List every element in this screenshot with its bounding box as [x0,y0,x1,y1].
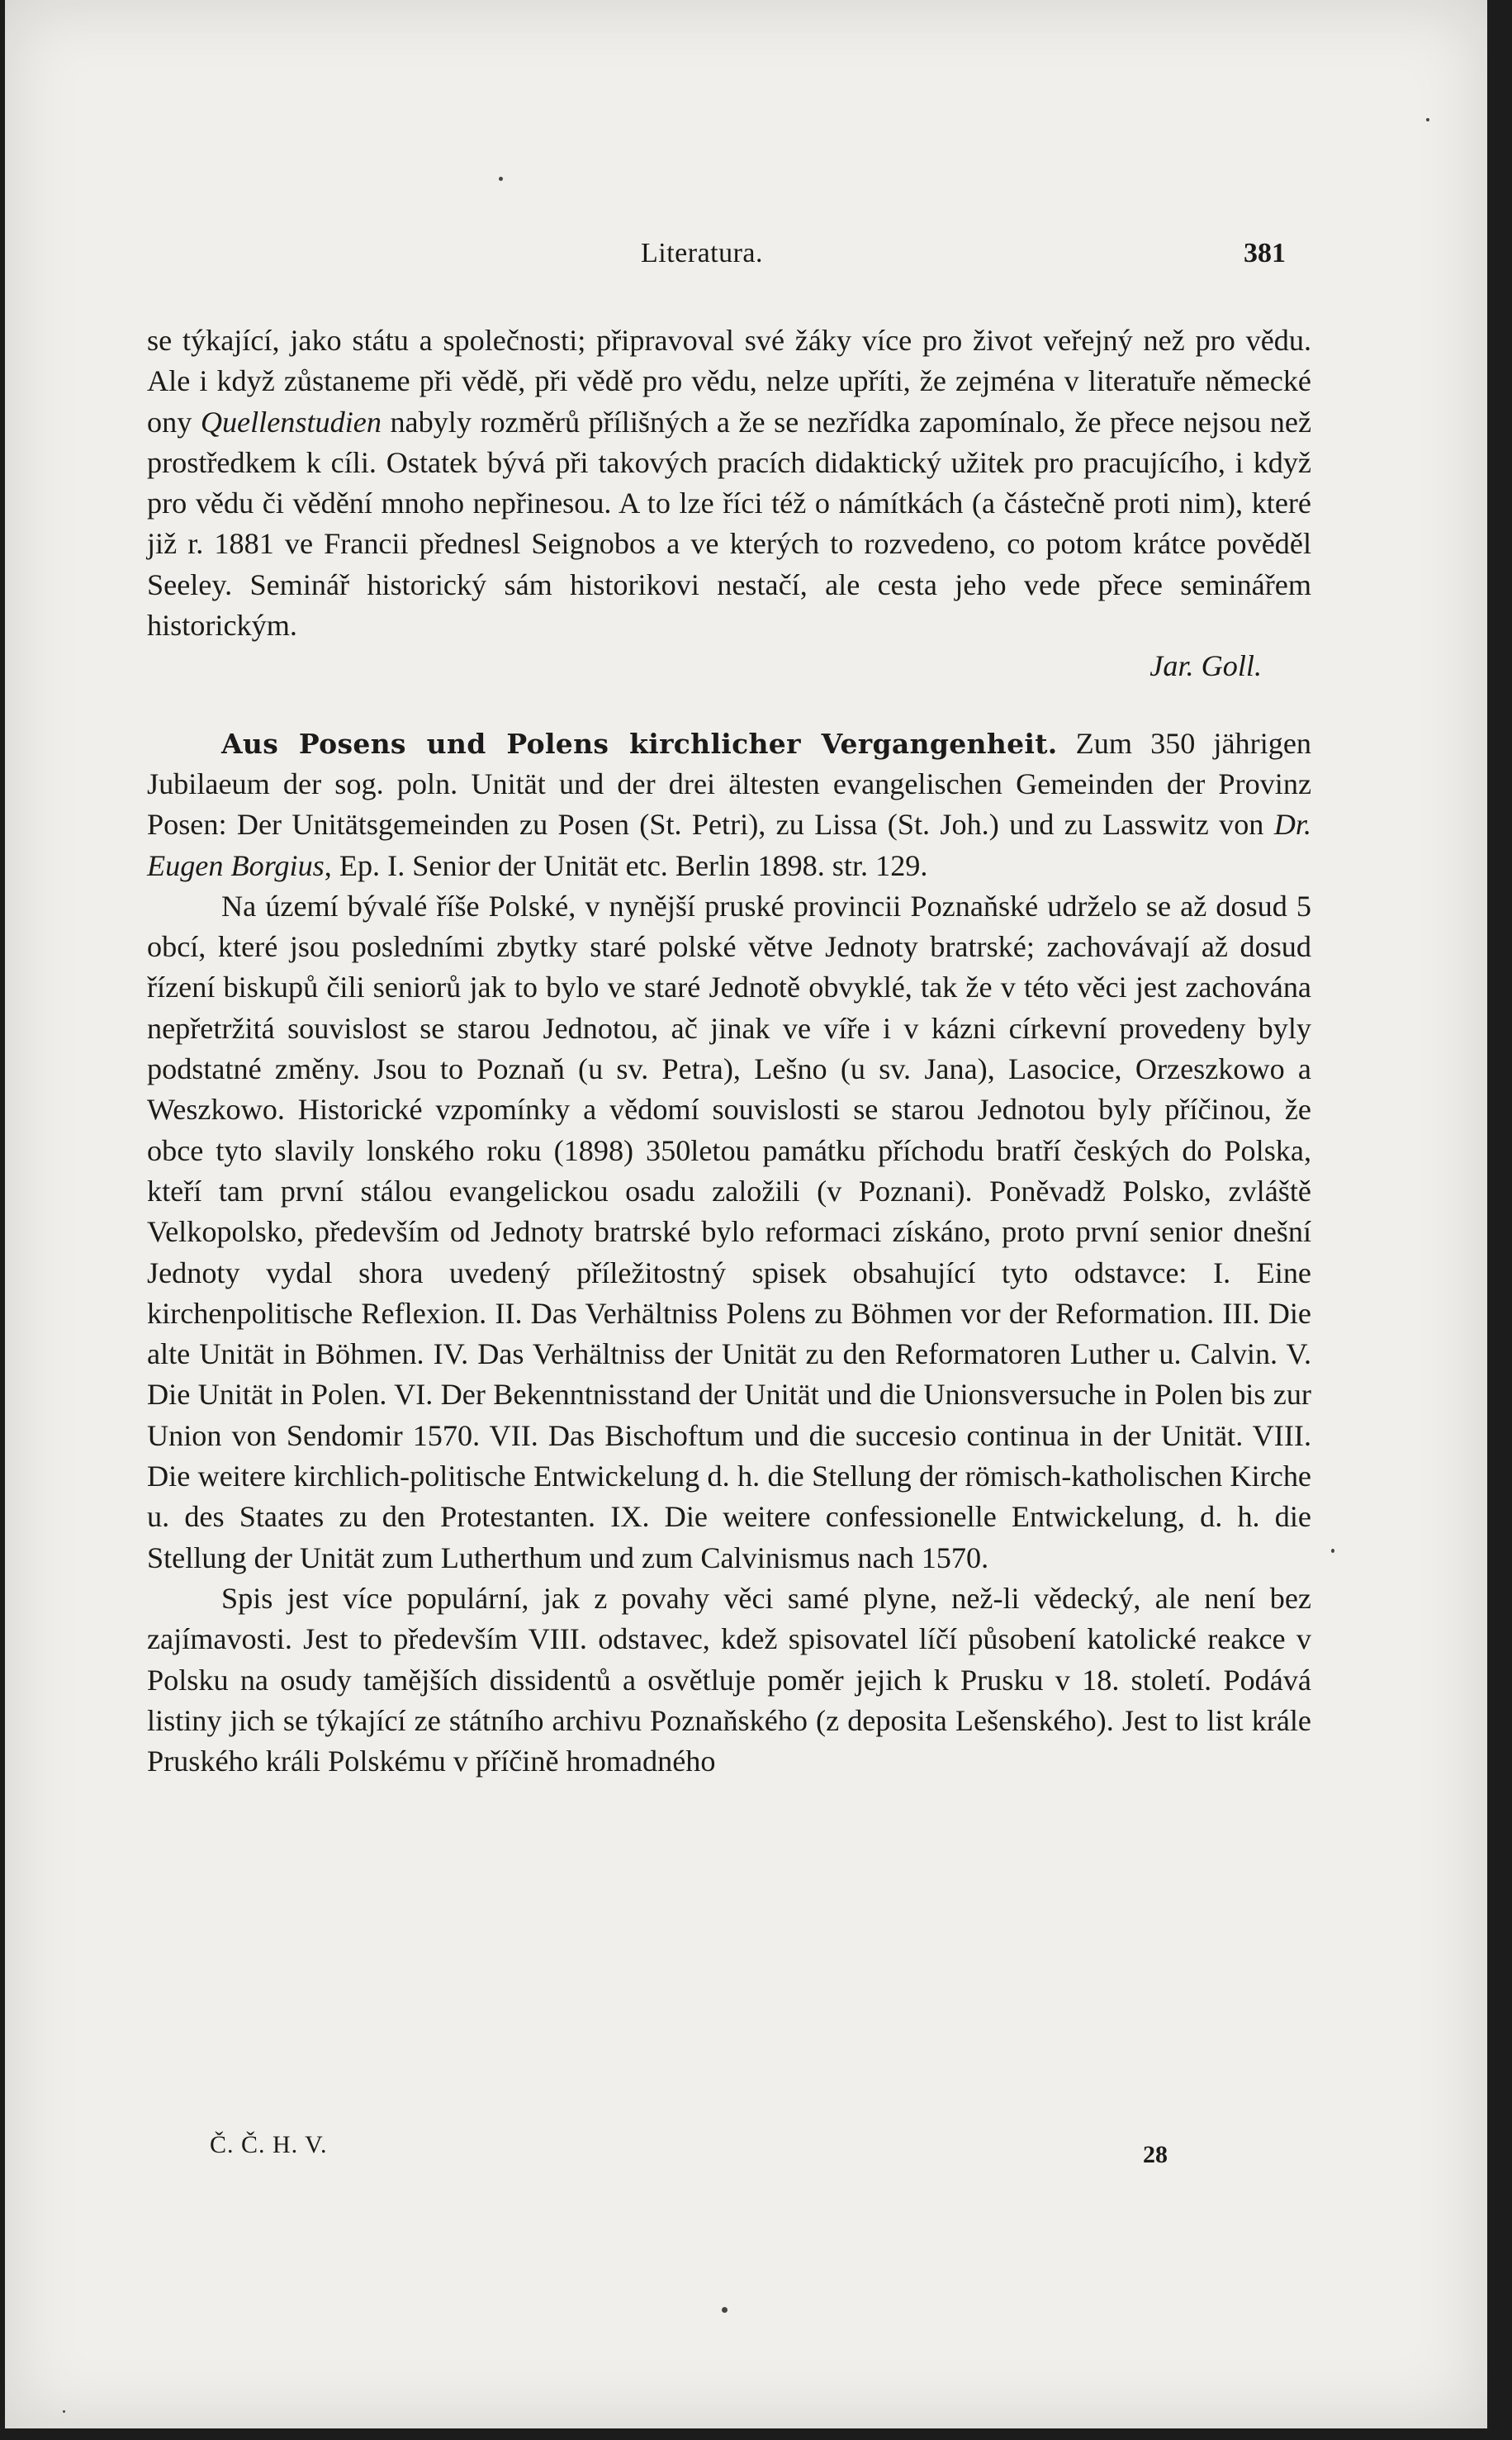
review-1-paragraph [147,320,1311,646]
section-gap [147,687,1311,724]
page-header [5,238,1487,287]
ink-speck [63,2410,65,2413]
review-1-text-a: se týkající, jako státu a společnosti; připravoval své žáky více pro život veřejný než pro vědu. Ale i když zůstaneme při vědě, při vědě pro vědu, nelze upříti, že zejména v literatuře německé ony [147,324,1311,439]
review-1-text-b: nabyly rozměrů přílišných a že se nezřídka zapomínalo, že přece nejsou než prostředkem k cíli. Ostatek bývá při takových pracích didaktický užitek pro pracujícího, i když pro vědu či vědění mnoho nepřinesou. A to lze říci též o námítkách (a částečně proti nim), které již r. 1881 ve Francii přednesl Seignobos a ve kterých to rozvedeno, co potom krátce pověděl Seeley. Seminář historický sám historikovi nestačí, ale cesta jeho vede přece seminářem historickým. [147,405,1312,643]
review-2-paragraph-1: Na území bývalé říše Polské, v nynější pruské provincii Poznaňské udrželo se až dosud 5 obcí, které jsou posledními zbytky staré polské větve Jednoty bratrské; zachovávají až dosud řízení biskupů čili seniorů jak to bylo ve staré Jednotě obvyklé, tak že v této věci jest zachována nepřetržitá souvislost se starou Jednotou, ač jinak ve víře i v kázni církevní provedeny byly podstatné změny. Jsou to Poznaň (u sv. Petra), Lešno (u sv. Jana), Lasocice, Orzeszkowo a Weszkowo. Historické vzpomínky a vědomí souvislosti se starou Jednotou byly příčinou, že obce tyto slavily lonského roku (1898) 350letou památku příchodu bratří českých do Polska, kteří tam první stálou evangelickou osadu založili (v Poznani). Poněvadž Polsko, zvláště Velkopolsko, především od Jednoty bratrské bylo reformaci získáno, proto první senior dnešní Jednoty vydal shora uvedený příležitostný spisek obsahující tyto odstavce: I. Eine kirchenpolitische Reflexion. II. Das Verhältniss Polens zu Böhmen vor der Reformation. III. Die alte Unität in Böhmen. IV. Das Verhältniss der Unität zu den Reformatoren Luther u. Calvin. V. Die Unität in Polen. VI. Der Bekenntnisstand der Unität und die Unionsversuche in Polen bis zur Union von Sendomir 1570. VII. Das Bischoftum und die succesio continua in der Unität. VIII. Die weitere kirchlich-politische Entwickelung d. h. die Stellung der römisch-katholischen Kirche u. des Staates zu den Protestanten. IX. Die weitere confessionelle Entwickelung, d. h. die Stellung der Unität zum Lutherthum und zum Calvinismus nach 1570. [147,889,1311,1574]
printer-signature-mark: Č. Č. H. V. [210,2131,328,2158]
review-2-author: Dr. Eugen Borgius [147,808,1311,882]
running-title: Literatura. [641,238,764,268]
italic-term: Quellenstudien [200,405,382,439]
review-2-title: Aus Posens und Polens kirchlicher Vergangenheit. [221,727,1058,760]
review-2-subtitle-b: , Ep. I. Senior der Unität etc. Berlin 1898. str. 129. [324,848,928,882]
page-number: 381 [1244,238,1286,268]
book-page [5,0,1487,2428]
review-2-heading [147,724,1311,886]
ink-speck [1426,118,1429,121]
review-2-paragraph-2: Spis jest více populární, jak z povahy věci samé plyne, než-li vědecký, ale není bez zajímavosti. Jest to především VIII. odstavec, kdež spisovatel líčí působení katolické reakce v Polsku na osudy tamějších dissidentů a osvětluje poměr jejich k Prusku v 18. století. Podává listiny jich se týkající ze státního archivu Poznaňského (z deposita Lešenského). Jest to list krále Pruského králi Polskému v příčině hromadného [147,1581,1311,1778]
body-text [147,320,1311,1782]
ink-speck [499,177,503,181]
sheet-number: 28 [1143,2141,1168,2168]
review-1-signature: Jar. Goll. [1149,649,1262,683]
page-footer [5,2131,1487,2181]
ink-speck [1331,1549,1334,1553]
review-2-subtitle-a: Zum 350 jährigen Jubilaeum der sog. poln. Unität und der drei ältesten evangelischen Gemeinden der Provinz Posen: Der Unitätsgemeinden zu Posen (St. Petri), zu Lissa (St. Joh.) und zu Lasswitz von [147,726,1311,842]
ink-speck [722,2307,728,2313]
